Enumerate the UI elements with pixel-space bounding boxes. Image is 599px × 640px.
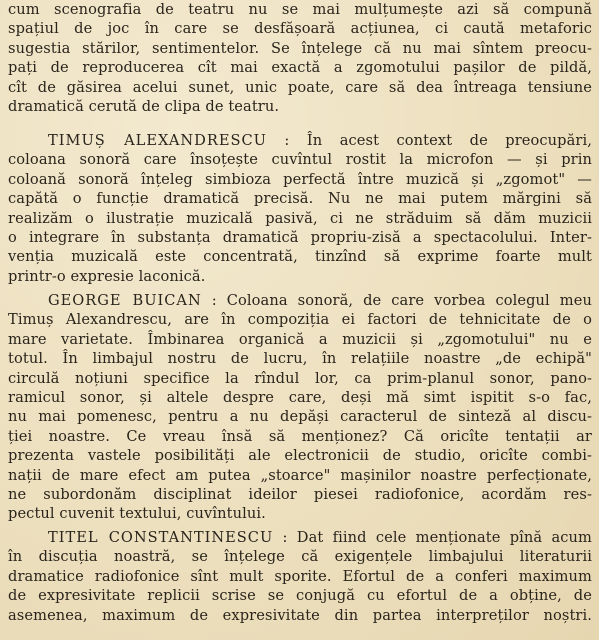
text-line: ne subordonăm disciplinat ideilor piesei radiofonice, acordăm res- (8, 485, 592, 503)
text-line: realizăm o ilustrație muzicală pasivă, ci ne străduim să dăm muzicii (8, 209, 592, 227)
text-line: prezenta vastele posibilități ale electronicii de studio, oricîte combi- (8, 447, 592, 465)
text-line: de expresivitate replicii scrise se conjugă cu efortul de a obține, de (8, 587, 592, 605)
text-line: printr-o expresie laconică. (8, 267, 206, 285)
text-line: sugestia stărilor, sentimentelor. Se înțelege că nu mai sîntem preocu- (8, 39, 592, 57)
text-line: venția muzicală este concentrată, tinzînd să exprime foarte mult (8, 248, 592, 266)
text-line: totul. În limbajul nostru de lucru, în relațiile noastre „de echipă" (8, 350, 592, 368)
text-line: capătă o funcție dramatică precisă. Nu ne mai putem mărgini să (8, 190, 592, 208)
speaker-text: : Coloana sonoră, de care vorbea colegul meu (201, 292, 592, 309)
text-line: circulă noțiuni specifice la rîndul lor, ca prim-planul sonor, pano- (8, 369, 592, 387)
text-line: spațiul de joc în care se desfășoară acțiunea, ci caută metaforic (8, 20, 592, 38)
text-line: dramatică cerută de clipa de teatru. (8, 97, 280, 115)
text-line: coloana sonoră care însoțește cuvîntul rostit la microfon — și prin (8, 151, 592, 169)
paragraph-titel-constantinescu (8, 528, 592, 625)
text-line: asemenea, maximum de expresivitate din partea interpreților noștri. (8, 606, 592, 624)
text-line: nații de mare efect am putea „stoarce" mașinilor noastre perfecționate, (8, 466, 592, 484)
text-line: pați de reproducerea cît mai exactă a zgomotului pașilor de pildă, (8, 59, 592, 77)
text-line: Timuș Alexandrescu, are în compoziția ei factori de tehnicitate de o (8, 311, 592, 329)
speaker-text: : În acest context de preocupări, (266, 132, 593, 149)
text-line: mare varietate. Îmbinarea organică a muzicii și „zgomotului" nu e (8, 330, 592, 348)
speaker-name: GEORGE BUICAN (48, 292, 202, 309)
text-line: cum scenografia de teatru nu se mai mulțumește azi să compună (8, 1, 592, 18)
speaker-text: : Dat fiind cele menționate pînă acum (273, 529, 592, 546)
text-line: o integrare în substanța dramatică propriu-zisă a spectacolului. Inter- (8, 228, 592, 246)
speaker-name: TITEL CONSTANTINESCU (48, 529, 274, 546)
text-line: ției noastre. Ce vreau însă să menționez? Că oricîte tentații ar (8, 427, 592, 445)
text-line: cît de găsirea acelui sunet, unic poate, care să dea întreaga tensiune (8, 78, 592, 96)
text-line (8, 291, 592, 310)
paragraph-george-buican (8, 291, 592, 524)
paragraph-scenography (8, 0, 592, 116)
text-line: în discuția noastră, se înțelege că exigențele limbajului literaturii (8, 548, 592, 566)
speaker-name: TIMUȘ ALEXANDRESCU (48, 132, 267, 149)
text-line: ramicul sonor, și altele despre care, deși mă simt ispitit s-o fac, (8, 388, 592, 406)
text-line: coloană sonoră înțeleg simbioza perfectă între muzică și „zgomot" — (8, 170, 592, 188)
text-line (8, 528, 592, 547)
text-line (8, 131, 592, 150)
text-line: nu mai pomenesc, pentru a nu depăși caracterul de sinteză al discu- (8, 408, 592, 426)
text-line: dramatice radiofonice sînt mult sporite. Efortul de a conferi maximum (8, 567, 592, 585)
paragraph-timus-alexandrescu (8, 131, 592, 286)
text-line: pectul cuvenit textului, cuvîntului. (8, 505, 266, 523)
